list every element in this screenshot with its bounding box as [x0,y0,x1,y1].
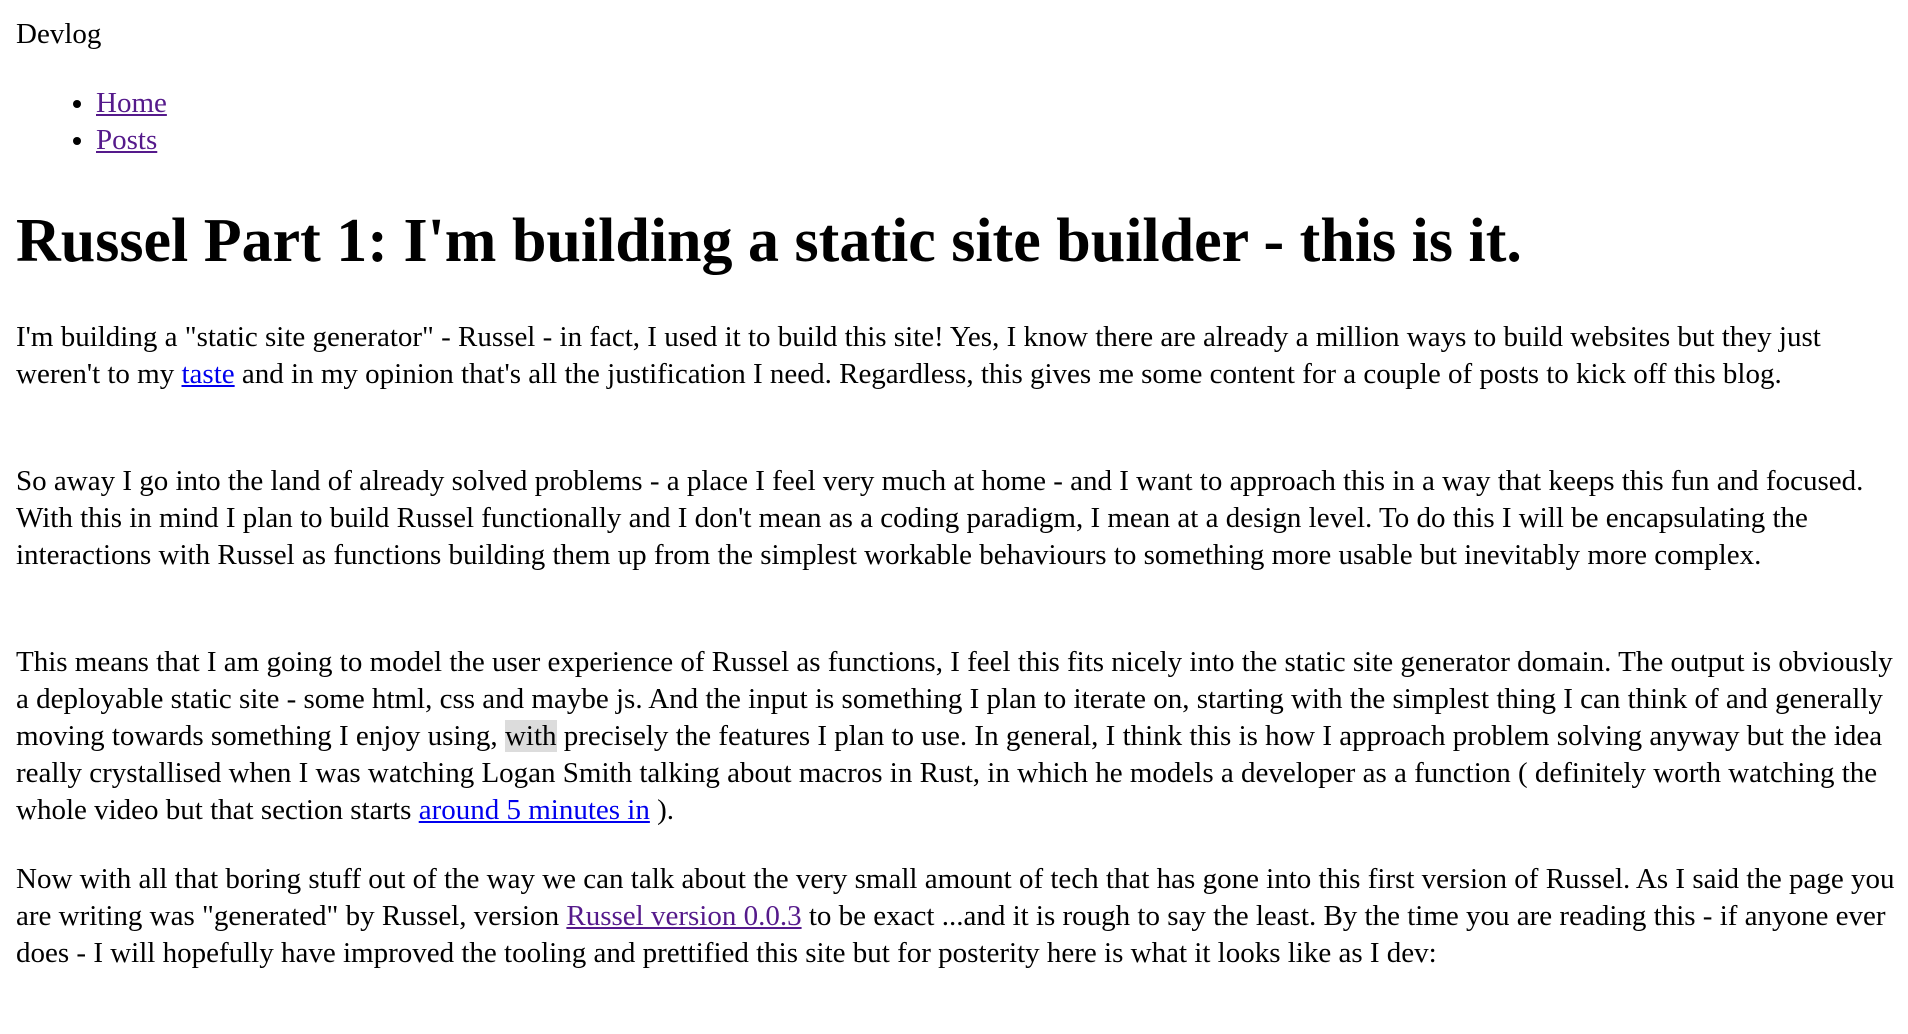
russel-version-link[interactable]: Russel version 0.0.3 [566,900,802,932]
paragraph-text: ). [649,794,675,826]
site-title: Devlog [16,18,102,50]
post-paragraph-4 [16,861,1900,972]
post-paragraph-3 [16,644,1900,829]
paragraph-text: Now with all that boring stuff out of the way we can talk about the very small amount of tech that has gone into this first version of Russel. As I said the page you are writing was "generated" by Russel, version [16,863,1895,932]
post-paragraph-1 [16,319,1900,393]
paragraph-text: precisely the features I plan to use. In general, I think this is how I approach problem solving anyway but the idea really crystallised when I was watching Logan Smith talking about macros in Rust, in which he models a developer as a function ( definitely worth watching the whole video but that section starts [16,720,1883,826]
post-title: Russel Part 1: I'm building a static site builder - this is it. [16,207,1522,275]
nav-item-home [96,85,167,122]
nav-list [0,85,167,159]
taste-link[interactable]: taste [181,358,235,390]
paragraph-text: This means that I am going to model the user experience of Russel as functions, I feel this fits nicely into the static site generator domain. The output is obviously a deployable static site - some html, css and maybe js. And the input is something I plan to iterate on, starting with the simplest thing I can think of and generally moving towards something I enjoy using, [16,646,1893,752]
highlighted-word: with [504,720,557,752]
nav-link-home[interactable]: Home [96,87,167,119]
paragraph-text: to be exact ...and it is rough to say the least. By the time you are reading this - if anyone ever does - I will hopefully have improved the tooling and prettified this site but for posterity here is what it looks like as I dev: [16,900,1886,969]
paragraph-text: I'm building a "static site generator" - Russel - in fact, I used it to build this site! Yes, I know there are already a million ways to build websites but they just weren't to my [16,321,1821,390]
post-paragraph-2: So away I go into the land of already solved problems - a place I feel very much at home - and I want to approach this in a way that keeps this fun and focused. With this in mind I plan to build Russel functionally and I don't mean as a coding paradigm, I mean at a design level. To do this I will be encapsulating the interactions with Russel as functions building them up from the simplest workable behaviours to something more usable but inevitably more complex. [16,465,1864,571]
paragraph-text: and in my opinion that's all the justification I need. Regardless, this gives me some content for a couple of posts to kick off this blog. [234,358,1782,390]
nav-item-posts [96,122,167,159]
nav-link-posts[interactable]: Posts [96,124,158,156]
video-timestamp-link[interactable]: around 5 minutes in [418,794,650,826]
